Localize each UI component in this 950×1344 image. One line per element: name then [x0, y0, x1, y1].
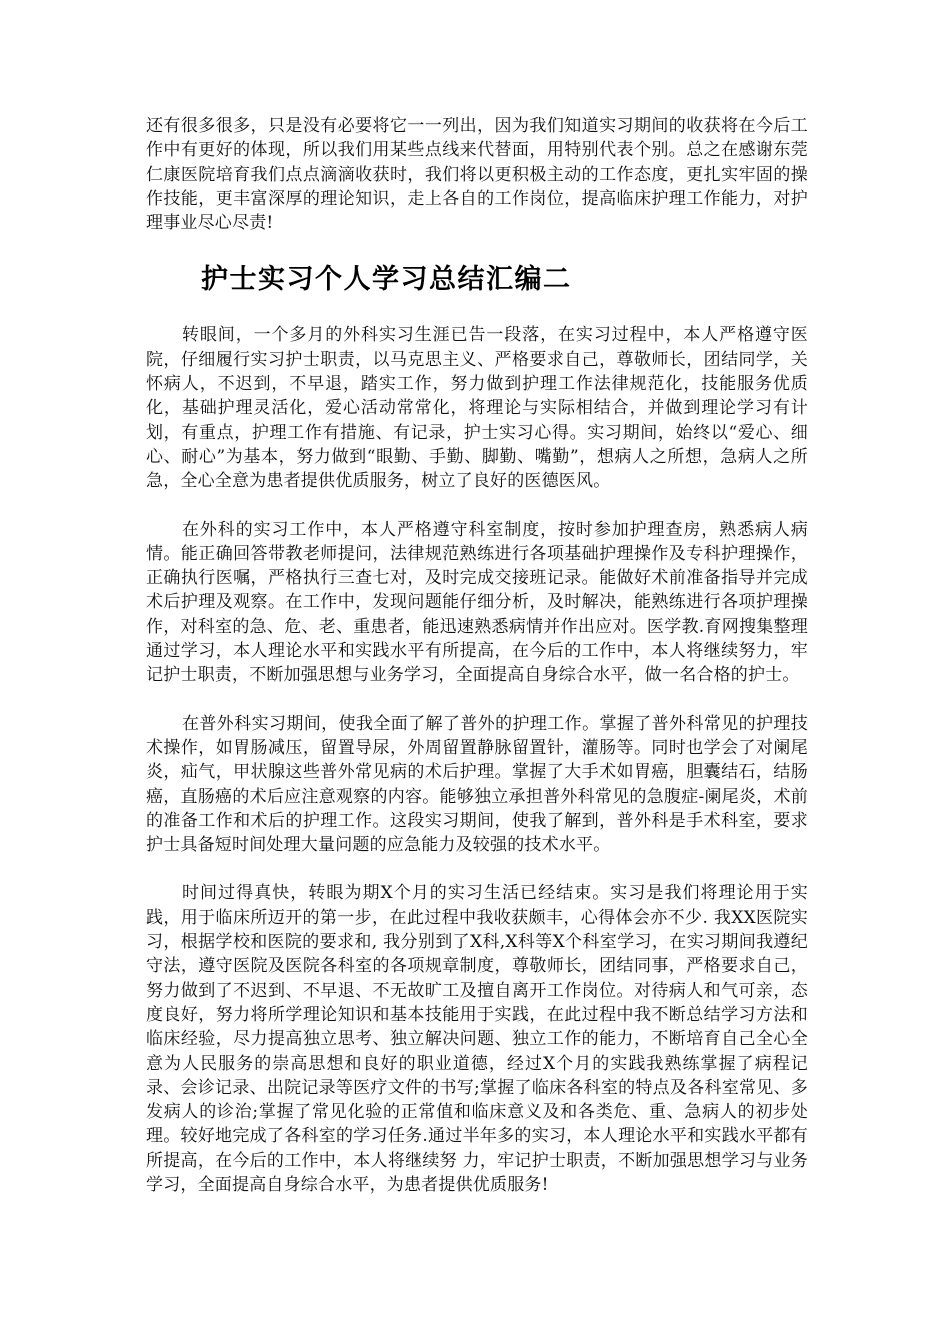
section-title: 护士实习个人学习总结汇编二	[201, 264, 572, 296]
body-paragraph-1: 转眼间，一个多月的外科实习生涯已告一段落，在实习过程中，本人严格遵守医院，仔细履行实习护士职责，以马克思主义、严格要求自己，尊敬师长，团结同学，关怀病人，不迟到，不早退，踏实工作，努力做到护理工作法律规范化，技能服务优质化，基础护理灵活化，爱心活动常常化，将理论与实际相结合，并做到理论学习有计划，有重点，护理工作有措施、有记录，护士实习心得。实习期间，始终以“爱心、细心、耐心”为基本，努力做到“眼勤、手勤、脚勤、嘴勤”，想病人之所想，急病人之所急，全心全意为患者提供优质服务，树立了良好的医德医风。	[146, 325, 808, 492]
document-body	[146, 114, 808, 1197]
body-paragraph-4: 时间过得真快，转眼为期X个月的实习生活已经结束。实习是我们将理论用于实践，用于临床所迈开的第一步，在此过程中我收获颇丰，心得体会亦不少. 我XX医院实习，根据学校和医院的要求和, 我分别到了X科,X科等X个科室学习，在实习期间我遵纪守法，遵守医院及医院各科室的各项规章制度，尊敬师长，团结同事，严格要求自己，努力做到了不迟到、不早退、不无故旷工及擅自离开工作岗位。对待病人和气可亲，态度良好，努力将所学理论知识和基本技能用于实践，在此过程中我不断总结学习方法和临床经验，尽力提高独立思考、独立解决问题、独立工作的能力，不断培育自己全心全意为人民服务的崇高思想和良好的职业道德，经过X个月的实践我熟练掌握了病程记录、会诊记录、出院记录等医疗文件的书写;掌握了临床各科室的特点及各科室常见、多发病人的诊治;掌握了常见化验的正常值和临床意义及和各类危、重、急病人的初步处理。较好地完成了各科室的学习任务.通过半年多的实习，本人理论水平和实践水平都有所提高，在今后的工作中，本人将继续努 力，牢记护士职责，不断加强思想学习与业务学习，全面提高自身综合水平，为患者提供优质服务!	[146, 883, 808, 1195]
body-paragraph-3: 在普外科实习期间，使我全面了解了普外的护理工作。掌握了普外科常见的护理技术操作，如胃肠减压，留置导尿，外周留置静脉留置针，灌肠等。同时也学会了对阑尾炎，疝气，甲状腺这些普外常见病的术后护理。掌握了大手术如胃癌，胆囊结石，结肠癌，直肠癌的术后应注意观察的内容。能够独立承担普外科常见的急腹症-阑尾炎，术前的准备工作和术后的护理工作。这段实习期间，使我了解到，普外科是手术科室，要求护士具备短时间处理大量问题的应急能力及较强的技术水平。	[146, 713, 808, 856]
body-paragraph-2: 在外科的实习工作中，本人严格遵守科室制度，按时参加护理查房，熟悉病人病情。能正确回答带教老师提问，法律规范熟练进行各项基础护理操作及专科护理操作，正确执行医嘱，严格执行三查七对，及时完成交接班记录。能做好术前准备指导并完成术后护理及观察。在工作中，发现问题能仔细分析，及时解决，能熟练进行各项护理操作，对科室的急、危、老、重患者，能迅速熟悉病情并作出应对。医学教.育网搜集整理通过学习，本人理论水平和实践水平有所提高，在今后的工作中，本人将继续努力，牢记护士职责，不断加强思想与业务学习，全面提高自身综合水平，做一名合格的护士。	[146, 519, 808, 686]
intro-paragraph: 还有很多很多，只是没有必要将它一一列出，因为我们知道实习期间的收获将在今后工作中有更好的体现，所以我们用某些点线来代替面，用特别代表个别。总之在感谢东莞仁康医院培育我们点点滴滴收获时，我们将以更积极主动的工作态度，更扎实牢固的操作技能，更丰富深厚的理论知识，走上各自的工作岗位，提高临床护理工作能力，对护理事业尽心尽责!	[146, 116, 808, 234]
